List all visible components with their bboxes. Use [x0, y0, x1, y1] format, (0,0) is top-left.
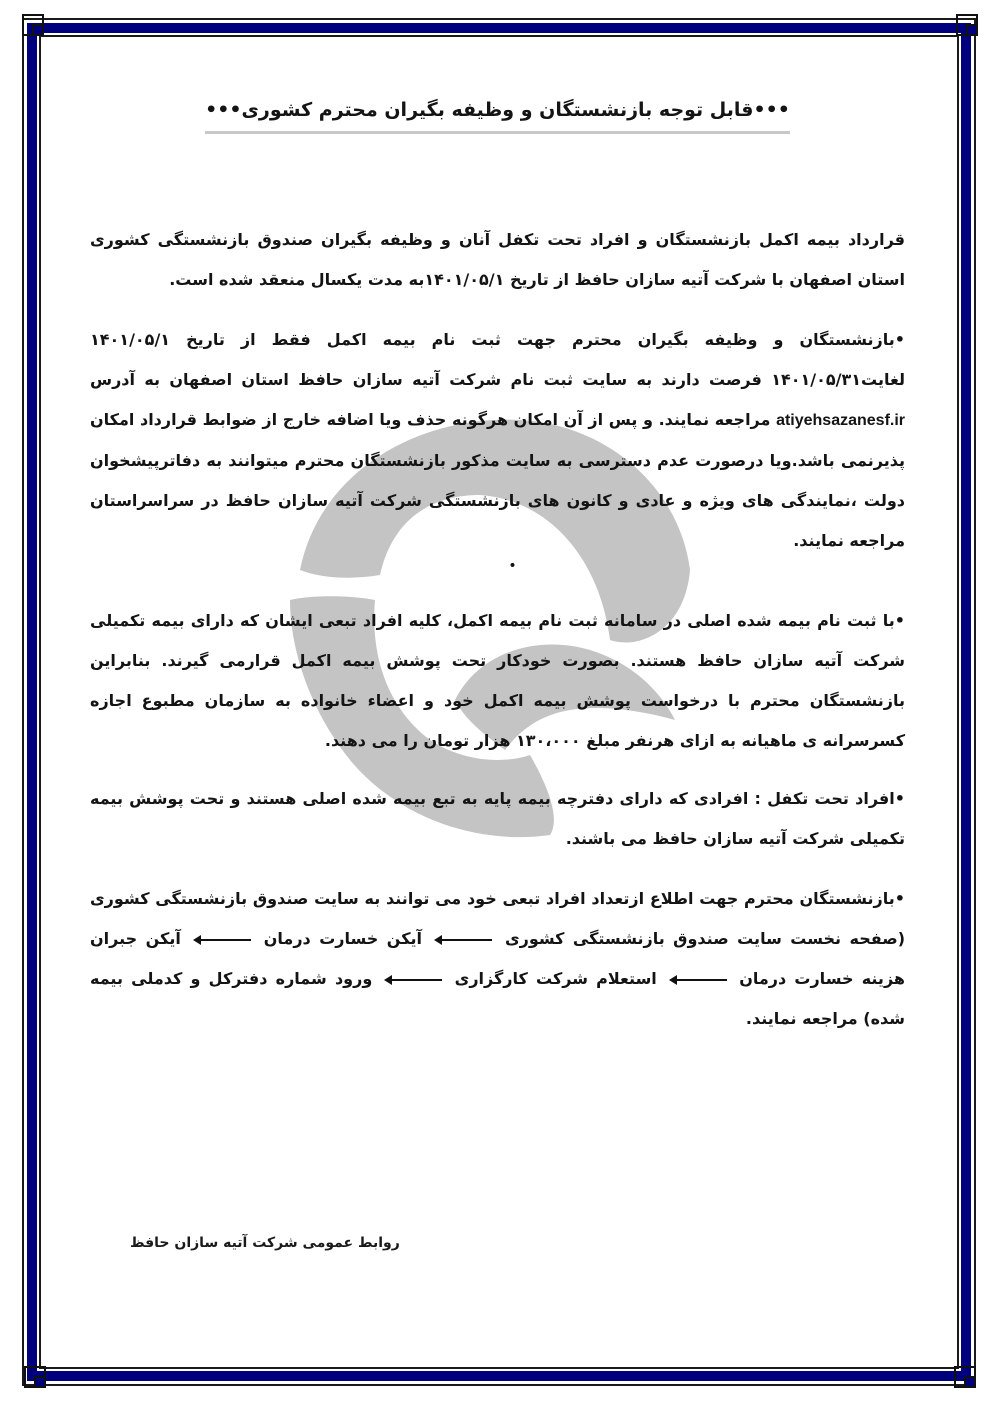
arrow-left-icon — [669, 974, 727, 986]
navigation-step-1: آیکن خسارت درمان — [263, 929, 422, 948]
document-body — [90, 95, 905, 1039]
paragraph-intro: قرارداد بیمه اکمل بازنشستگان و افراد تحت تکفل آنان و وظیفه بگیران صندوق بازنشستگی کشوری استان اصفهان با شرکت آتیه سازان حافظ از تاریخ ۱۴۰۱/۰۵/۱به مدت یکسال منعقد شده است. — [90, 230, 905, 289]
signature-public-relations: روابط عمومی شرکت آتیه سازان حافظ — [130, 1235, 400, 1251]
navigation-step-3: استعلام شرکت کارگزاری — [454, 969, 657, 988]
navigation-step-4: ورود شماره دفترکل و کدملی بیمه شده) مراجعه نمایند. — [90, 969, 905, 1028]
document-title: •••قابل توجه بازنشستگان و وظیفه بگیران محترم کشوری••• — [205, 95, 790, 134]
paragraph-navigation-path — [90, 879, 905, 1039]
corner-ornament-bottom-right — [954, 1366, 976, 1388]
paragraph-registration — [90, 320, 905, 561]
arrow-left-icon — [434, 934, 492, 946]
paragraph-dependents-definition: •افراد تحت تکفل : افرادی که دارای دفترچه بیمه پایه به تبع بیمه شده اصلی هستند و تحت پوشش بیمه تکمیلی شرکت آتیه سازان حافظ می باشند. — [90, 789, 905, 848]
corner-ornament-top-left — [22, 14, 44, 36]
navigation-lead: •بازنشستگان محترم جهت اطلاع ازتعداد افراد تبعی خود می توانند به سایت صندوق بازنشستگی کشوری (صفحه نخست سایت صندوق بازنشستگی کشوری — [90, 889, 906, 948]
paragraph-dependents-coverage: •با ثبت نام بیمه شده اصلی در سامانه ثبت نام بیمه اکمل، کلیه افراد تبعی ایشان که دارای بیمه تکمیلی شرکت آتیه سازان حافظ هستند. بصورت خودکار تحت پوشش بیمه اکمل قرارمی گیرند. بنابراین بازنشستگان محترم با درخواست پوشش بیمه اکمل خود و اعضاء خانواده به سازمان مطبوع اجازه کسرسرانه ی ماهیانه به ازای هرنفر مبلغ ۱۳۰،۰۰۰ هزار تومان را می دهند. — [90, 611, 905, 750]
arrow-left-icon — [193, 934, 251, 946]
corner-ornament-top-right — [956, 14, 978, 36]
registration-text-before-link: •بازنشستگان و وظیفه بگیران محترم جهت ثبت نام بیمه اکمل فقط از تاریخ ۱۴۰۱/۰۵/۱ لغایت۱۴۰۱/۰۵/۳۱ فرصت دارند به سایت ثبت نام شرکت آتیه سازان حافظ استان اصفهان به آدرس — [90, 330, 905, 389]
arrow-left-icon — [384, 974, 442, 986]
website-link[interactable]: atiyehsazanesf.ir — [776, 412, 906, 429]
corner-ornament-bottom-left — [24, 1366, 46, 1388]
stray-bullet: • — [508, 558, 517, 574]
navigation-step-2: آیکن جبران هزینه خسارت درمان — [90, 929, 905, 988]
registration-text-after-link: مراجعه نمایند. و پس از آن امکان هرگونه حذف ویا اضافه خارج از ضوابط قرارداد امکان پذیرنمی باشد.ویا درصورت عدم دسترسی به سایت مذکور بازنشستگان محترم میتوانند به دفاترپیشخوان دولت ،نمایندگی های ویژه و عادی و کانون های بازنشستگی شرکت آتیه سازان حافظ در سراسراستان مراجعه نمایند. — [90, 410, 905, 550]
